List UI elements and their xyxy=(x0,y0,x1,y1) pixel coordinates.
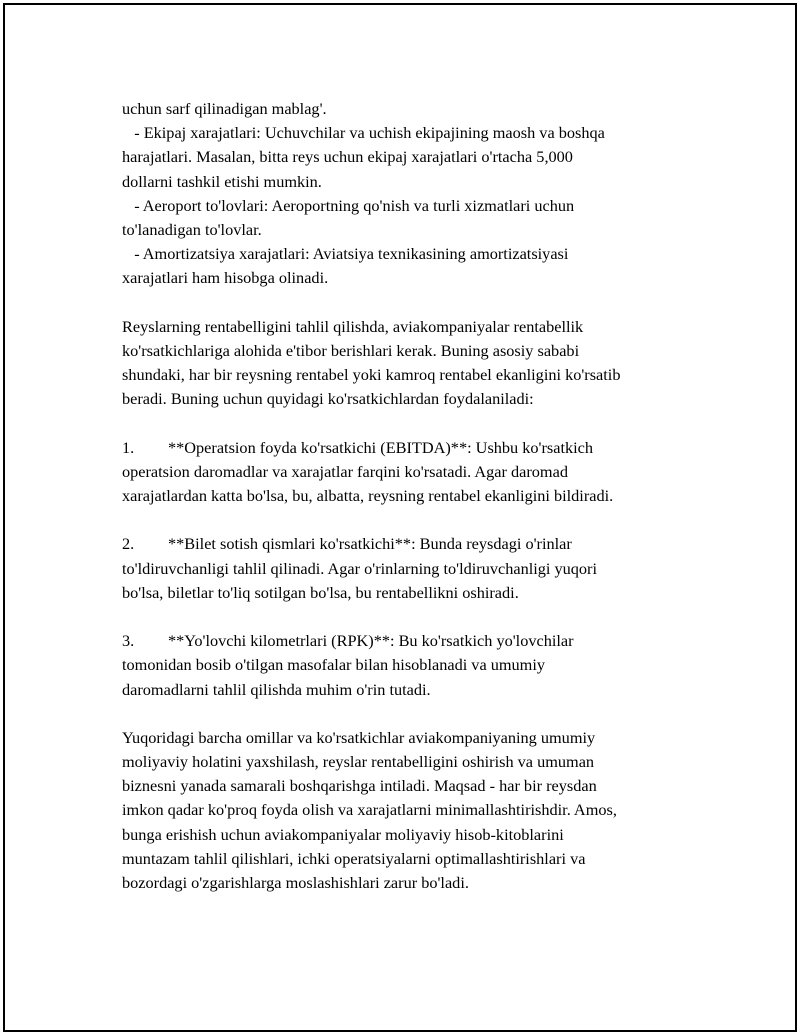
text-line: beradi. Buning uchun quyidagi ko'rsatkichlardan foydalaniladi: xyxy=(122,389,534,409)
text-line: muntazam tahlil qilishlari, ichki operatsiyalarni optimallashtirishlari va xyxy=(122,848,586,868)
paragraph-rentability-intro xyxy=(122,315,682,412)
text-line: imkon qadar ko'proq foyda olish va xarajatlarni minimallashtirishdir. Amos, xyxy=(122,800,617,820)
text-line: bozordagi o'zgarishlarga moslashishlari zarur bo'ladi. xyxy=(122,873,469,892)
text-line: harajatlari. Masalan, bitta reys uchun ekipaj xarajatlari o'rtacha 5,000 xyxy=(122,147,573,167)
paragraph-gap xyxy=(122,411,682,435)
text-line: Reyslarning rentabelligini tahlil qilishda, aviakompaniyalar rentabellik xyxy=(122,316,584,336)
numbered-item-3 xyxy=(122,629,682,702)
text-line: xarajatlari ham hisobga olinadi. xyxy=(122,268,329,288)
text-line: tomonidan bosib o'tilgan masofalar bilan hisoblanadi va umumiy xyxy=(122,655,546,675)
item-number: 2. xyxy=(122,534,135,554)
text-line xyxy=(122,532,682,556)
numbered-item-2 xyxy=(122,532,682,605)
item-text: **Yo'lovchi kilometrlari (RPK)**: Bu ko'rsatkich yo'lovchilar xyxy=(168,631,574,651)
text-line: - Amortizatsiya xarajatlari: Aviatsiya texnikasining amortizatsiyasi xyxy=(122,244,569,264)
text-line xyxy=(122,436,682,460)
text-line: to'lanadigan to'lovlar. xyxy=(122,219,262,239)
text-line: bunga erishish uchun aviakompaniyalar moliyaviy hisob-kitoblarini xyxy=(122,824,564,844)
text-line: - Ekipaj xarajatlari: Uchuvchilar va uchish ekipajining maosh va boshqa xyxy=(122,123,605,143)
item-text: **Operatsion foyda ko'rsatkichi (EBITDA)**: Ushbu ko'rsatkich xyxy=(168,437,594,457)
paragraph-gap xyxy=(122,291,682,315)
text-line: biznesni yanada samarali boshqarishga intiladi. Maqsad - har bir reysdan xyxy=(122,776,597,796)
text-line: to'ldiruvchanligi tahlil qilinadi. Agar o'rinlarning to'ldiruvchanligi yuqori xyxy=(122,558,597,578)
numbered-item-1 xyxy=(122,436,682,509)
text-line: ko'rsatkichlariga alohida e'tibor berishlari kerak. Buning asosiy sababi xyxy=(122,340,580,360)
text-line: shundaki, har bir reysning rentabel yoki kamroq rentabel ekanligini ko'rsatib xyxy=(122,365,621,385)
item-text: **Bilet sotish qismlari ko'rsatkichi**: Bunda reysdagi o'rinlar xyxy=(168,534,572,554)
paragraph-conclusion xyxy=(122,726,682,895)
text-line: uchun sarf qilinadigan mablag'. xyxy=(122,99,327,118)
paragraph-cost-list xyxy=(122,97,682,291)
document-body xyxy=(122,97,682,895)
item-number: 3. xyxy=(122,631,135,651)
paragraph-gap xyxy=(122,508,682,532)
text-line: - Aeroport to'lovlari: Aeroportning qo'nish va turli xizmatlari uchun xyxy=(122,195,575,215)
text-line: moliyaviy holatini yaxshilash, reyslar rentabelligini oshirish va umuman xyxy=(122,752,595,772)
item-number: 1. xyxy=(122,437,135,457)
paragraph-gap xyxy=(122,605,682,629)
text-line: operatsion daromadlar va xarajatlar farqini ko'rsatadi. Agar daromad xyxy=(122,461,568,481)
text-line: dollarni tashkil etishi mumkin. xyxy=(122,171,322,191)
text-line: Yuqoridagi barcha omillar va ko'rsatkichlar aviakompaniyaning umumiy xyxy=(122,727,596,747)
page-frame xyxy=(3,3,797,1032)
text-line xyxy=(122,629,682,653)
text-line: bo'lsa, biletlar to'liq sotilgan bo'lsa, bu rentabellikni oshiradi. xyxy=(122,582,519,602)
text-line: xarajatlardan katta bo'lsa, bu, albatta, reysning rentabel ekanligini bildiradi. xyxy=(122,486,614,505)
paragraph-gap xyxy=(122,702,682,726)
text-line: daromadlarni tahlil qilishda muhim o'rin tutadi. xyxy=(122,679,431,699)
